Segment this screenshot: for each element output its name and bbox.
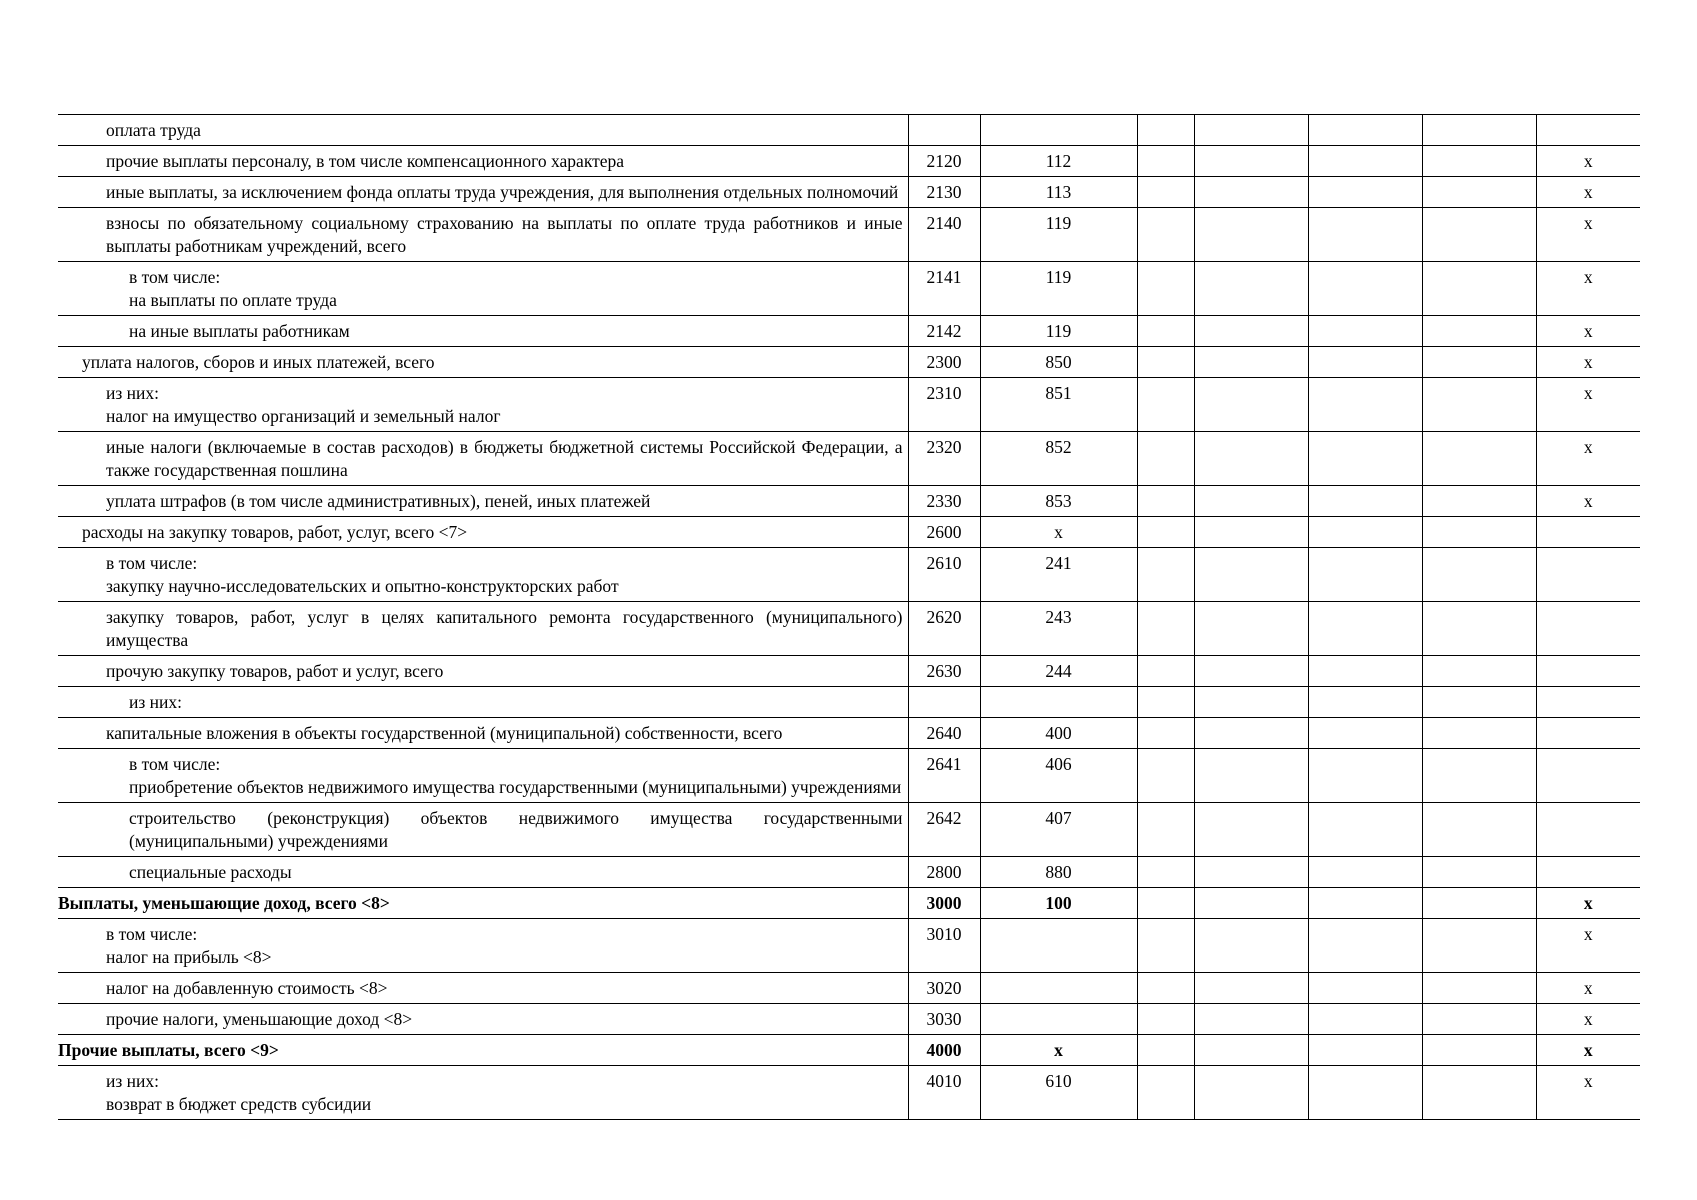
value-cell [1308, 656, 1422, 687]
value-cell [1422, 208, 1536, 262]
row-label [58, 803, 908, 857]
row-classification-code [980, 1004, 1137, 1035]
value-cell [1137, 749, 1194, 803]
row-code: 2630 [908, 656, 980, 687]
value-cell [1137, 316, 1194, 347]
value-cell [1308, 177, 1422, 208]
value-cell [1422, 486, 1536, 517]
row-other-mark [1536, 548, 1640, 602]
table-row [58, 857, 1640, 888]
row-label-line: строительство (реконструкция) объектов недвижимого имущества государственными (муниципальными) учреждениями [129, 808, 903, 851]
value-cell [1422, 262, 1536, 316]
value-cell [1194, 803, 1308, 857]
row-code: 2641 [908, 749, 980, 803]
row-label [58, 1035, 908, 1066]
table-row [58, 1004, 1640, 1035]
row-code: 3010 [908, 919, 980, 973]
row-other-mark: x [1536, 146, 1640, 177]
row-code: 2140 [908, 208, 980, 262]
value-cell [1422, 177, 1536, 208]
value-cell [1194, 316, 1308, 347]
row-classification-code: 400 [980, 718, 1137, 749]
row-label-line: из них: [129, 692, 182, 712]
row-classification-code: 119 [980, 316, 1137, 347]
row-code: 2120 [908, 146, 980, 177]
value-cell [1194, 602, 1308, 656]
row-label [58, 548, 908, 602]
value-cell [1422, 687, 1536, 718]
row-classification-code: 852 [980, 432, 1137, 486]
value-cell [1194, 857, 1308, 888]
value-cell [1137, 378, 1194, 432]
value-cell [1137, 687, 1194, 718]
table-row [58, 146, 1640, 177]
row-other-mark: x [1536, 432, 1640, 486]
row-label-line: закупку научно-исследовательских и опытно-конструкторских работ [106, 576, 619, 596]
value-cell [1308, 919, 1422, 973]
value-cell [1308, 1066, 1422, 1120]
row-other-mark [1536, 749, 1640, 803]
row-classification-code [980, 919, 1137, 973]
row-other-mark: x [1536, 262, 1640, 316]
row-label [58, 347, 908, 378]
table-row [58, 919, 1640, 973]
table-row [58, 749, 1640, 803]
row-code: 2800 [908, 857, 980, 888]
row-classification-code: 850 [980, 347, 1137, 378]
row-classification-code: 851 [980, 378, 1137, 432]
row-other-mark: x [1536, 888, 1640, 919]
value-cell [1137, 718, 1194, 749]
table-row [58, 602, 1640, 656]
value-cell [1422, 857, 1536, 888]
value-cell [1194, 687, 1308, 718]
value-cell [1194, 378, 1308, 432]
table-row [58, 347, 1640, 378]
row-other-mark [1536, 115, 1640, 146]
value-cell [1137, 548, 1194, 602]
row-classification-code: 406 [980, 749, 1137, 803]
table-row [58, 378, 1640, 432]
value-cell [1308, 262, 1422, 316]
value-cell [1308, 146, 1422, 177]
row-other-mark [1536, 803, 1640, 857]
value-cell [1422, 803, 1536, 857]
row-classification-code: 243 [980, 602, 1137, 656]
row-label [58, 1004, 908, 1035]
row-classification-code: 100 [980, 888, 1137, 919]
row-label-line: взносы по обязательному социальному страхованию на выплаты по оплате труда работников и иные выплаты работникам учреждений, всего [106, 213, 903, 256]
row-label [58, 432, 908, 486]
value-cell [1308, 208, 1422, 262]
row-other-mark [1536, 687, 1640, 718]
value-cell [1308, 378, 1422, 432]
row-other-mark [1536, 656, 1640, 687]
value-cell [1308, 432, 1422, 486]
value-cell [1137, 432, 1194, 486]
row-label [58, 973, 908, 1004]
row-other-mark [1536, 718, 1640, 749]
row-other-mark: x [1536, 973, 1640, 1004]
row-classification-code: 119 [980, 208, 1137, 262]
row-label-line: оплата труда [106, 120, 201, 140]
row-code: 2620 [908, 602, 980, 656]
value-cell [1422, 432, 1536, 486]
value-cell [1194, 718, 1308, 749]
row-other-mark: x [1536, 1004, 1640, 1035]
value-cell [1422, 517, 1536, 548]
row-classification-code: 880 [980, 857, 1137, 888]
value-cell [1422, 146, 1536, 177]
row-label [58, 687, 908, 718]
row-label-line: иные налоги (включаемые в состав расходов) в бюджеты бюджетной системы Российской Федерации, а также государственная пошлина [106, 437, 903, 480]
row-label [58, 919, 908, 973]
value-cell [1194, 919, 1308, 973]
value-cell [1308, 316, 1422, 347]
value-cell [1308, 602, 1422, 656]
row-label [58, 177, 908, 208]
value-cell [1137, 208, 1194, 262]
row-other-mark: x [1536, 347, 1640, 378]
value-cell [1137, 857, 1194, 888]
row-label-line: возврат в бюджет средств субсидии [106, 1094, 372, 1114]
table-row [58, 517, 1640, 548]
row-label-line: из них: [106, 1071, 159, 1091]
value-cell [1308, 888, 1422, 919]
table-row [58, 687, 1640, 718]
row-other-mark: x [1536, 1066, 1640, 1120]
row-code: 3020 [908, 973, 980, 1004]
row-label-line: на выплаты по оплате труда [129, 290, 337, 310]
table-row [58, 262, 1640, 316]
value-cell [1137, 347, 1194, 378]
value-cell [1422, 378, 1536, 432]
value-cell [1308, 973, 1422, 1004]
row-code [908, 115, 980, 146]
row-classification-code: 244 [980, 656, 1137, 687]
value-cell [1422, 973, 1536, 1004]
row-code: 2141 [908, 262, 980, 316]
table-row [58, 115, 1640, 146]
row-classification-code: 407 [980, 803, 1137, 857]
row-classification-code: 113 [980, 177, 1137, 208]
row-code: 4010 [908, 1066, 980, 1120]
value-cell [1194, 548, 1308, 602]
row-label-line: из них: [106, 383, 159, 403]
value-cell [1422, 749, 1536, 803]
value-cell [1194, 749, 1308, 803]
row-code: 3000 [908, 888, 980, 919]
row-code [908, 687, 980, 718]
value-cell [1137, 262, 1194, 316]
value-cell [1422, 919, 1536, 973]
value-cell [1137, 656, 1194, 687]
value-cell [1194, 432, 1308, 486]
value-cell [1308, 1004, 1422, 1035]
value-cell [1422, 656, 1536, 687]
row-code: 2600 [908, 517, 980, 548]
value-cell [1137, 1035, 1194, 1066]
row-label-line: капитальные вложения в объекты государственной (муниципальной) собственности, всего [106, 723, 783, 743]
table-row [58, 888, 1640, 919]
row-label-line: в том числе: [106, 924, 198, 944]
table-row [58, 803, 1640, 857]
row-other-mark [1536, 602, 1640, 656]
row-classification-code [980, 687, 1137, 718]
row-classification-code: x [980, 517, 1137, 548]
row-label-line: приобретение объектов недвижимого имущества государственными (муниципальными) учреждениями [129, 777, 902, 797]
row-other-mark: x [1536, 208, 1640, 262]
table-row [58, 973, 1640, 1004]
row-classification-code: 112 [980, 146, 1137, 177]
row-label-line: прочую закупку товаров, работ и услуг, всего [106, 661, 444, 681]
row-label-line: на иные выплаты работникам [129, 321, 350, 341]
value-cell [1194, 1035, 1308, 1066]
table-row [58, 1066, 1640, 1120]
value-cell [1308, 517, 1422, 548]
value-cell [1422, 347, 1536, 378]
value-cell [1137, 115, 1194, 146]
value-cell [1422, 316, 1536, 347]
row-label-line: уплата налогов, сборов и иных платежей, всего [82, 352, 435, 372]
value-cell [1137, 602, 1194, 656]
value-cell [1308, 115, 1422, 146]
row-classification-code: x [980, 1035, 1137, 1066]
value-cell [1308, 1035, 1422, 1066]
value-cell [1422, 718, 1536, 749]
row-code: 2130 [908, 177, 980, 208]
row-other-mark: x [1536, 316, 1640, 347]
row-label-line: налог на добавленную стоимость <8> [106, 978, 388, 998]
row-label [58, 146, 908, 177]
row-label-line: прочие налоги, уменьшающие доход <8> [106, 1009, 413, 1029]
value-cell [1422, 602, 1536, 656]
financial-plan-table [58, 114, 1640, 1120]
row-label [58, 115, 908, 146]
row-label-line: в том числе: [129, 267, 221, 287]
row-classification-code: 119 [980, 262, 1137, 316]
row-code: 2300 [908, 347, 980, 378]
row-code: 4000 [908, 1035, 980, 1066]
table-row [58, 548, 1640, 602]
row-label-line: в том числе: [106, 553, 198, 573]
value-cell [1194, 177, 1308, 208]
row-other-mark: x [1536, 378, 1640, 432]
plan-table-page [58, 114, 1640, 1120]
row-code: 2142 [908, 316, 980, 347]
table-row [58, 718, 1640, 749]
value-cell [1194, 656, 1308, 687]
table-row [58, 208, 1640, 262]
value-cell [1422, 115, 1536, 146]
value-cell [1137, 177, 1194, 208]
value-cell [1137, 146, 1194, 177]
row-label [58, 486, 908, 517]
value-cell [1194, 1066, 1308, 1120]
value-cell [1194, 973, 1308, 1004]
value-cell [1137, 803, 1194, 857]
value-cell [1308, 803, 1422, 857]
value-cell [1308, 857, 1422, 888]
value-cell [1308, 347, 1422, 378]
value-cell [1194, 208, 1308, 262]
row-label [58, 1066, 908, 1120]
value-cell [1194, 486, 1308, 517]
row-label-line: расходы на закупку товаров, работ, услуг, всего <7> [82, 522, 468, 542]
value-cell [1422, 888, 1536, 919]
row-classification-code [980, 115, 1137, 146]
row-label-line: Прочие выплаты, всего <9> [58, 1040, 279, 1060]
row-label-line: в том числе: [129, 754, 221, 774]
row-label-line: налог на прибыль <8> [106, 947, 272, 967]
row-label [58, 208, 908, 262]
value-cell [1422, 1066, 1536, 1120]
value-cell [1137, 1066, 1194, 1120]
row-label-line: специальные расходы [129, 862, 292, 882]
value-cell [1308, 548, 1422, 602]
row-other-mark: x [1536, 919, 1640, 973]
row-other-mark: x [1536, 1035, 1640, 1066]
row-classification-code: 853 [980, 486, 1137, 517]
row-label [58, 888, 908, 919]
value-cell [1308, 718, 1422, 749]
row-label-line: прочие выплаты персоналу, в том числе компенсационного характера [106, 151, 625, 171]
value-cell [1194, 347, 1308, 378]
value-cell [1137, 486, 1194, 517]
table-row [58, 177, 1640, 208]
row-other-mark [1536, 517, 1640, 548]
row-classification-code: 241 [980, 548, 1137, 602]
row-label-line: иные выплаты, за исключением фонда оплаты труда учреждения, для выполнения отдельных полномочий [106, 182, 899, 202]
row-code: 2320 [908, 432, 980, 486]
value-cell [1137, 919, 1194, 973]
value-cell [1137, 888, 1194, 919]
row-label [58, 316, 908, 347]
table-row [58, 316, 1640, 347]
value-cell [1137, 973, 1194, 1004]
row-code: 3030 [908, 1004, 980, 1035]
row-code: 2610 [908, 548, 980, 602]
row-code: 2310 [908, 378, 980, 432]
value-cell [1308, 749, 1422, 803]
row-label [58, 749, 908, 803]
table-body [58, 115, 1640, 1120]
table-row [58, 432, 1640, 486]
value-cell [1308, 486, 1422, 517]
row-classification-code [980, 973, 1137, 1004]
row-label [58, 718, 908, 749]
table-row [58, 1035, 1640, 1066]
row-label [58, 378, 908, 432]
row-label-line: Выплаты, уменьшающие доход, всего <8> [58, 893, 390, 913]
value-cell [1194, 888, 1308, 919]
value-cell [1194, 1004, 1308, 1035]
value-cell [1194, 517, 1308, 548]
row-other-mark [1536, 857, 1640, 888]
row-label-line: уплата штрафов (в том числе административных), пеней, иных платежей [106, 491, 651, 511]
table-row [58, 656, 1640, 687]
value-cell [1422, 548, 1536, 602]
value-cell [1308, 687, 1422, 718]
row-label [58, 517, 908, 548]
value-cell [1422, 1004, 1536, 1035]
row-label-line: налог на имущество организаций и земельный налог [106, 406, 501, 426]
row-code: 2642 [908, 803, 980, 857]
row-label [58, 602, 908, 656]
row-label [58, 857, 908, 888]
row-label [58, 262, 908, 316]
value-cell [1137, 1004, 1194, 1035]
value-cell [1194, 115, 1308, 146]
value-cell [1137, 517, 1194, 548]
row-label-line: закупку товаров, работ, услуг в целях капитального ремонта государственного (муниципального) имущества [106, 607, 903, 650]
row-code: 2640 [908, 718, 980, 749]
row-other-mark: x [1536, 486, 1640, 517]
row-label [58, 656, 908, 687]
value-cell [1422, 1035, 1536, 1066]
row-classification-code: 610 [980, 1066, 1137, 1120]
value-cell [1194, 262, 1308, 316]
row-other-mark: x [1536, 177, 1640, 208]
table-row [58, 486, 1640, 517]
value-cell [1194, 146, 1308, 177]
row-code: 2330 [908, 486, 980, 517]
